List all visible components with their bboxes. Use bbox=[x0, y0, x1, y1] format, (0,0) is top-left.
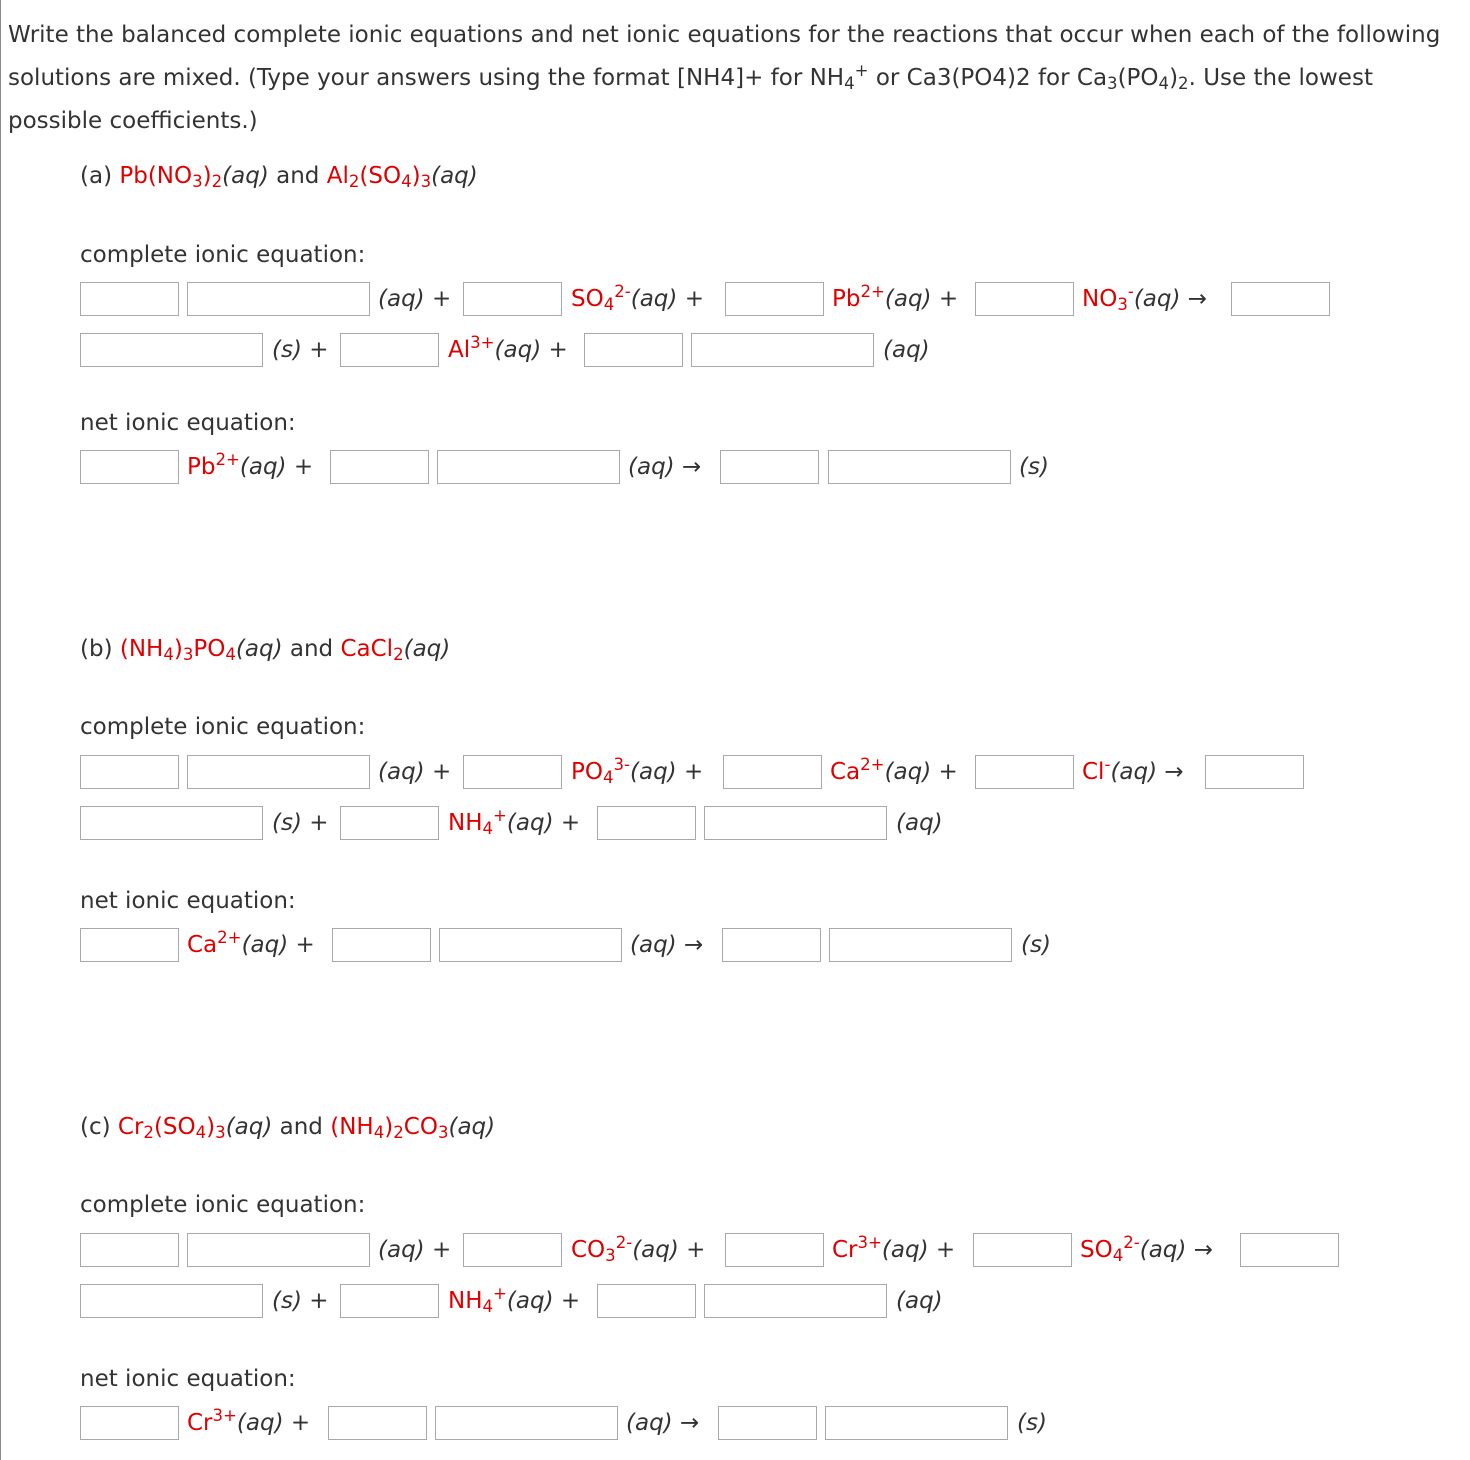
coef-input[interactable] bbox=[328, 1406, 427, 1440]
coef-input[interactable] bbox=[463, 1233, 562, 1267]
state-s: (s) bbox=[1017, 1410, 1047, 1436]
coef-input[interactable] bbox=[330, 450, 429, 484]
coef-input[interactable] bbox=[80, 450, 179, 484]
formula-input[interactable] bbox=[828, 450, 1011, 484]
coef-input[interactable] bbox=[975, 282, 1074, 316]
formula-input[interactable] bbox=[80, 1284, 263, 1318]
coef-input[interactable] bbox=[718, 1406, 817, 1440]
formula-input[interactable] bbox=[691, 333, 874, 367]
state-aq-plus: (aq) + bbox=[378, 759, 452, 785]
formula-input[interactable] bbox=[704, 1284, 887, 1318]
ion-nh4-term: $NH_4^+(aq)$ + bbox=[448, 1283, 581, 1317]
complete-ionic-label-c: complete ionic equation: bbox=[80, 1192, 366, 1218]
po-close: ) bbox=[1169, 65, 1179, 91]
left-border bbox=[0, 0, 1, 1460]
ion-so4-term: $SO_4^{2-}(aq)$ → bbox=[1080, 1232, 1213, 1266]
reactant-a1: $Pb(NO_3)_2$ bbox=[119, 163, 223, 192]
part-b-header: (b) $(NH_4)_3PO_4(aq)$ and CaCl$_2$(aq) bbox=[80, 636, 451, 665]
ion-cl-term: Cl-(aq) → bbox=[1082, 754, 1184, 785]
coef-input[interactable] bbox=[463, 755, 562, 789]
state-aq-arrow: (aq) → bbox=[630, 932, 704, 958]
nh4-superscript: + bbox=[854, 60, 869, 80]
ion-al-term: $Al^{3+}(aq)$ + bbox=[448, 332, 568, 363]
reactant-b1: $(NH_4)_3PO_4$ bbox=[119, 636, 236, 665]
po-subscript: 4 bbox=[1158, 74, 1170, 94]
arrow-icon: → bbox=[679, 1410, 700, 1436]
ion-pb-term: $Pb^{2+}(aq)$ + bbox=[832, 281, 959, 312]
state-s-plus: (s) + bbox=[272, 337, 329, 363]
ion-cr-term: $Cr^{3+}(aq)$ + bbox=[832, 1232, 956, 1263]
state-aq-plus: (aq) + bbox=[378, 1237, 452, 1263]
formula-input[interactable] bbox=[437, 450, 620, 484]
state-s-plus: (s) + bbox=[272, 810, 329, 836]
coef-input[interactable] bbox=[722, 928, 821, 962]
state-aq: (aq) bbox=[896, 1288, 943, 1314]
net-ion-pb: $Pb^{2+}(aq)$ + bbox=[187, 449, 314, 480]
arrow-icon: → bbox=[1164, 759, 1184, 785]
coef-input[interactable] bbox=[1240, 1233, 1339, 1267]
po-open: (PO bbox=[1117, 65, 1159, 91]
nh4-subscript: 4 bbox=[844, 74, 855, 94]
coef-input[interactable] bbox=[80, 755, 179, 789]
reactant-b2: CaCl$_2$ bbox=[340, 636, 404, 665]
po-subscript-2: 2 bbox=[1178, 74, 1189, 94]
coef-input[interactable] bbox=[340, 333, 439, 367]
ion-ca-term: $Ca^{2+}(aq)$ + bbox=[830, 754, 958, 785]
coef-input[interactable] bbox=[973, 1233, 1072, 1267]
state-aq-plus: (aq) + bbox=[378, 286, 452, 312]
net-ion-ca: $Ca^{2+}(aq)$ + bbox=[187, 927, 315, 958]
coef-input[interactable] bbox=[80, 1233, 179, 1267]
arrow-icon: → bbox=[681, 454, 702, 480]
state-s-plus: (s) + bbox=[272, 1288, 329, 1314]
coef-input[interactable] bbox=[975, 755, 1074, 789]
coef-input[interactable] bbox=[340, 806, 439, 840]
formula-input[interactable] bbox=[187, 1233, 370, 1267]
part-c-header: (c) $Cr_2(SO_4)_3(aq)$ and $(NH_4)_2CO_3(aq)$ bbox=[80, 1114, 496, 1143]
coef-input[interactable] bbox=[597, 1284, 696, 1318]
coef-input[interactable] bbox=[1205, 755, 1304, 789]
arrow-icon: → bbox=[1187, 286, 1208, 312]
reactant-c2: $(NH_4)_2CO_3$ bbox=[330, 1114, 449, 1143]
state-aq: (aq) bbox=[883, 337, 930, 363]
instructions-text-1: Write the balanced complete ionic equations and net ionic equations for the reactions that occur when each of the following solutions are mixed. (Type your answers using the format [NH4]+ for NH bbox=[8, 22, 1441, 91]
state-s: (s) bbox=[1019, 454, 1049, 480]
coef-input[interactable] bbox=[340, 1284, 439, 1318]
formula-input[interactable] bbox=[187, 755, 370, 789]
formula-input[interactable] bbox=[439, 928, 622, 962]
ca-subscript: 3 bbox=[1107, 74, 1118, 94]
coef-input[interactable] bbox=[584, 333, 683, 367]
state-aq: (aq) bbox=[896, 810, 943, 836]
arrow-icon: → bbox=[1193, 1237, 1213, 1263]
state-s: (s) bbox=[1021, 932, 1051, 958]
coef-input[interactable] bbox=[1231, 282, 1330, 316]
formula-input[interactable] bbox=[825, 1406, 1008, 1440]
reactant-a2: $Al_2(SO_4)_3$ bbox=[326, 163, 432, 192]
complete-ionic-label-b: complete ionic equation: bbox=[80, 714, 366, 740]
instructions-text-2: or Ca3(PO4)2 for Ca bbox=[868, 65, 1108, 91]
formula-input[interactable] bbox=[704, 806, 887, 840]
coef-input[interactable] bbox=[720, 450, 819, 484]
coef-input[interactable] bbox=[597, 806, 696, 840]
coef-input[interactable] bbox=[80, 928, 179, 962]
formula-input[interactable] bbox=[435, 1406, 618, 1440]
ion-co3-term: $CO_3^{2-}(aq)$ + bbox=[571, 1232, 706, 1266]
ion-no3-term: $NO_3^-(aq)$ → bbox=[1082, 281, 1208, 315]
formula-input[interactable] bbox=[80, 333, 263, 367]
ion-nh4-term: $NH_4^+(aq)$ + bbox=[448, 805, 581, 839]
coef-input[interactable] bbox=[725, 1233, 824, 1267]
coef-input[interactable] bbox=[723, 755, 822, 789]
coef-input[interactable] bbox=[80, 1406, 179, 1440]
ion-po4-term: $PO_4^{3-}(aq)$ + bbox=[571, 754, 704, 788]
part-a-header: (a) $Pb(NO_3)_2(aq)$ and $Al_2(SO_4)_3(aq)$ bbox=[80, 163, 478, 192]
coef-input[interactable] bbox=[332, 928, 431, 962]
net-ionic-label-b: net ionic equation: bbox=[80, 888, 296, 914]
arrow-icon: → bbox=[683, 932, 704, 958]
net-ion-cr: $Cr^{3+}(aq)$ + bbox=[187, 1405, 311, 1436]
instructions-text-3: . Use the lowest possible coefficients.) bbox=[8, 65, 1373, 134]
coef-input[interactable] bbox=[725, 282, 824, 316]
instructions bbox=[8, 14, 1468, 143]
formula-input[interactable] bbox=[80, 806, 263, 840]
net-ionic-label-a: net ionic equation: bbox=[80, 410, 296, 436]
coef-input[interactable] bbox=[80, 282, 179, 316]
coef-input[interactable] bbox=[463, 282, 562, 316]
state-aq-arrow: (aq) → bbox=[628, 454, 702, 480]
complete-ionic-label-a: complete ionic equation: bbox=[80, 242, 366, 268]
formula-input[interactable] bbox=[187, 282, 370, 316]
formula-input[interactable] bbox=[829, 928, 1012, 962]
state-aq-arrow: (aq) → bbox=[626, 1410, 700, 1436]
reactant-c1: $Cr_2(SO_4)_3$ bbox=[117, 1114, 226, 1143]
net-ionic-label-c: net ionic equation: bbox=[80, 1366, 296, 1392]
ion-so4-term: $SO_4^{2-}(aq)$ + bbox=[571, 281, 704, 315]
